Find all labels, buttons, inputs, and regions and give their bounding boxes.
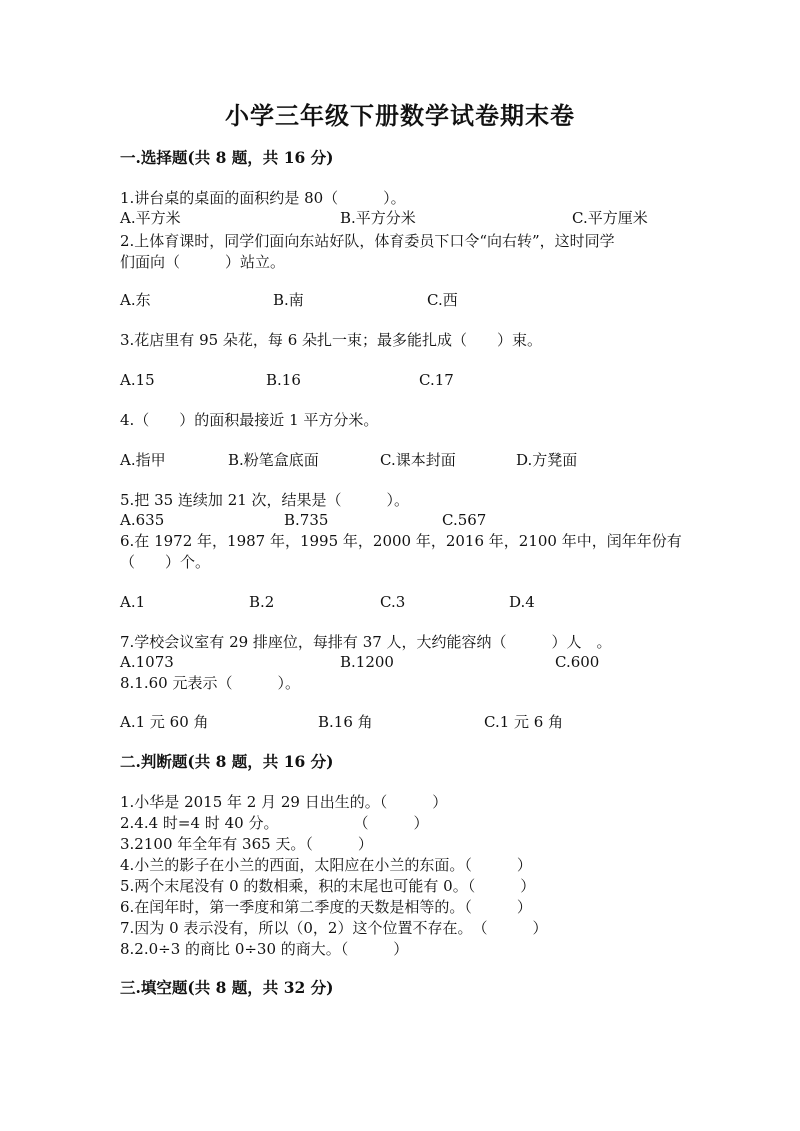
question-7: 7.学校会议室有 29 排座位，每排有 37 人，大约能容纳（ ）人 。	[120, 633, 612, 651]
page-title: 小学三年级下册数学试卷期末卷	[225, 101, 575, 130]
question-1: 1.讲台桌的桌面的面积约是 80（ ）。	[120, 189, 406, 207]
question-4-option-a: A.指甲	[120, 451, 166, 469]
question-2-option-b: B.南	[273, 291, 304, 309]
question-6-line-2: （ ）个。	[120, 553, 211, 571]
section-heading-true-false: 二.判断题(共 8 题，共 16 分)	[120, 752, 334, 771]
question-5-option-a: A.635	[120, 511, 165, 529]
question-6-line-1: 6.在 1972 年，1987 年，1995 年，2000 年，2016 年，2100 年中，闰年年份有	[120, 532, 682, 550]
question-4-option-b: B.粉笔盒底面	[228, 451, 319, 469]
question-6-option-a: A.1	[120, 593, 146, 611]
judgment-item-7: 7.因为 0 表示没有，所以（0，2）这个位置不存在。 （ ）	[120, 919, 548, 937]
section-heading-fill-blank: 三.填空题(共 8 题，共 32 分)	[120, 978, 334, 997]
question-5-option-c: C.567	[442, 511, 487, 529]
question-3-option-c: C.17	[419, 371, 454, 389]
judgment-item-1: 1.小华是 2015 年 2 月 29 日出生的。（ ）	[120, 793, 448, 811]
question-4-option-c: C.课本封面	[380, 451, 456, 469]
judgment-item-6: 6.在闰年时，第一季度和第二季度的天数是相等的。（ ）	[120, 898, 532, 916]
question-7-option-b: B.1200	[340, 653, 394, 671]
question-7-option-c: C.600	[555, 653, 600, 671]
question-6-option-c: C.3	[380, 593, 406, 611]
question-6-option-d: D.4	[509, 593, 535, 611]
question-1-option-a: A.平方米	[120, 209, 181, 227]
section-heading-multiple-choice: 一.选择题(共 8 题，共 16 分)	[120, 148, 334, 167]
question-2-option-c: C.西	[427, 291, 458, 309]
judgment-item-4: 4.小兰的影子在小兰的西面，太阳应在小兰的东面。（ ）	[120, 856, 532, 874]
question-3-option-a: A.15	[120, 371, 155, 389]
question-2-line-1: 2.上体育课时，同学们面向东站好队，体育委员下口令“向右转”，这时同学	[120, 232, 615, 250]
question-2-option-a: A.东	[120, 291, 151, 309]
judgment-item-8: 8.2.0÷3 的商比 0÷30 的商大。（ ）	[120, 940, 409, 958]
question-1-option-c: C.平方厘米	[572, 209, 648, 227]
question-8-option-b: B.16 角	[318, 713, 373, 731]
question-2-line-2: 们面向（ ）站立。	[120, 253, 286, 271]
judgment-item-2: 2.4.4 时=4 时 40 分。 （ ）	[120, 814, 429, 832]
question-5: 5.把 35 连续加 21 次，结果是（ ）。	[120, 491, 410, 509]
question-8-option-a: A.1 元 60 角	[120, 713, 209, 731]
question-4: 4.（ ）的面积最接近 1 平方分米。	[120, 411, 379, 429]
question-8-option-c: C.1 元 6 角	[484, 713, 564, 731]
question-6-option-b: B.2	[249, 593, 275, 611]
question-8: 8.1.60 元表示（ ）。	[120, 674, 300, 692]
question-3-option-b: B.16	[266, 371, 301, 389]
judgment-item-3: 3.2100 年全年有 365 天。（ ）	[120, 835, 373, 853]
question-7-option-a: A.1073	[120, 653, 174, 671]
judgment-item-5: 5.两个末尾没有 0 的数相乘，积的末尾也可能有 0。（ ）	[120, 877, 536, 895]
question-5-option-b: B.735	[284, 511, 329, 529]
question-4-option-d: D.方凳面	[516, 451, 578, 469]
question-1-option-b: B.平方分米	[340, 209, 416, 227]
question-3: 3.花店里有 95 朵花，每 6 朵扎一束；最多能扎成（ ）束。	[120, 331, 543, 349]
